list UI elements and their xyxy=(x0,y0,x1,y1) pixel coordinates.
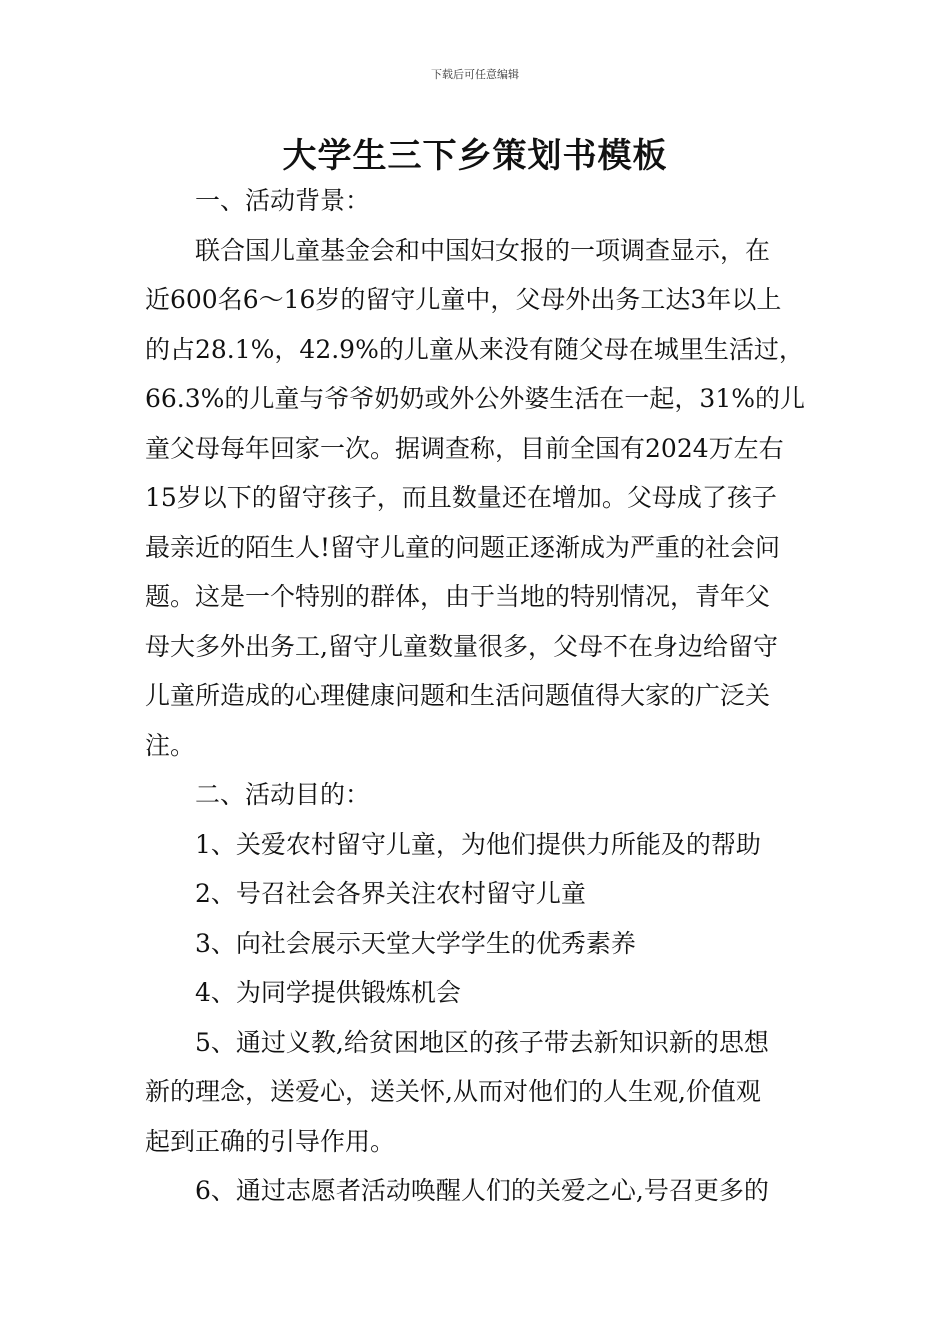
paragraph-line: 最亲近的陌生人!留守儿童的问题正逐渐成为严重的社会问 xyxy=(145,532,781,562)
section2-item6 xyxy=(145,1166,810,1216)
paragraph-line: 66.3%的儿童与爷爷奶奶或外公外婆生活在一起，31%的儿 xyxy=(145,384,805,413)
list-item: 4、为同学提供锻炼机会 xyxy=(195,978,461,1007)
paragraph-line: 15岁以下的留守孩子，而且数量还在增加。父母成了孩子 xyxy=(145,483,777,512)
section2-item5 xyxy=(145,1018,810,1167)
section2-list xyxy=(145,820,810,1018)
list-item: 2、号召社会各界关注农村留守儿童 xyxy=(195,879,586,908)
paragraph-line: 童父母每年回家一次。据调查称，目前全国有2024万左右 xyxy=(145,433,784,463)
header-note: 下载后可任意编辑 xyxy=(431,68,519,81)
list-item-line: 6、通过志愿者活动唤醒人们的关爱之心,号召更多的 xyxy=(195,1176,769,1205)
list-item-line: 起到正确的引导作用。 xyxy=(145,1126,396,1156)
document-body xyxy=(145,176,810,1216)
list-item: 3、向社会展示天堂大学学生的优秀素养 xyxy=(195,928,636,958)
section2-heading: 二、活动目的： xyxy=(195,780,371,809)
list-item-line: 新的理念，送爱心，送关怀,从而对他们的人生观,价值观 xyxy=(145,1077,761,1106)
document-title: 大学生三下乡策划书模板 xyxy=(282,136,668,176)
paragraph-line: 题。这是一个特别的群体，由于当地的特别情况，青年父 xyxy=(145,582,771,611)
paragraph-line: 近600名6～16岁的留守儿童中，父母外出务工达3年以上 xyxy=(145,285,782,314)
paragraph-line: 母大多外出务工,留守儿童数量很多，父母不在身边给留守 xyxy=(145,631,778,661)
paragraph-line: 注。 xyxy=(145,730,196,760)
paragraph-line: 儿童所造成的心理健康问题和生活问题值得大家的广泛关 xyxy=(145,681,771,710)
list-item-line: 5、通过义教,给贫困地区的孩子带去新知识新的思想 xyxy=(195,1027,769,1057)
paragraph-line: 的占28.1%，42.9%的儿童从来没有随父母在城里生活过， xyxy=(145,334,804,364)
section1-paragraph xyxy=(145,226,810,771)
paragraph-line: 联合国儿童基金会和中国妇女报的一项调查显示，在 xyxy=(195,235,771,265)
list-item: 1、关爱农村留守儿童，为他们提供力所能及的帮助 xyxy=(195,829,761,859)
section1-heading: 一、活动背景： xyxy=(195,186,371,215)
